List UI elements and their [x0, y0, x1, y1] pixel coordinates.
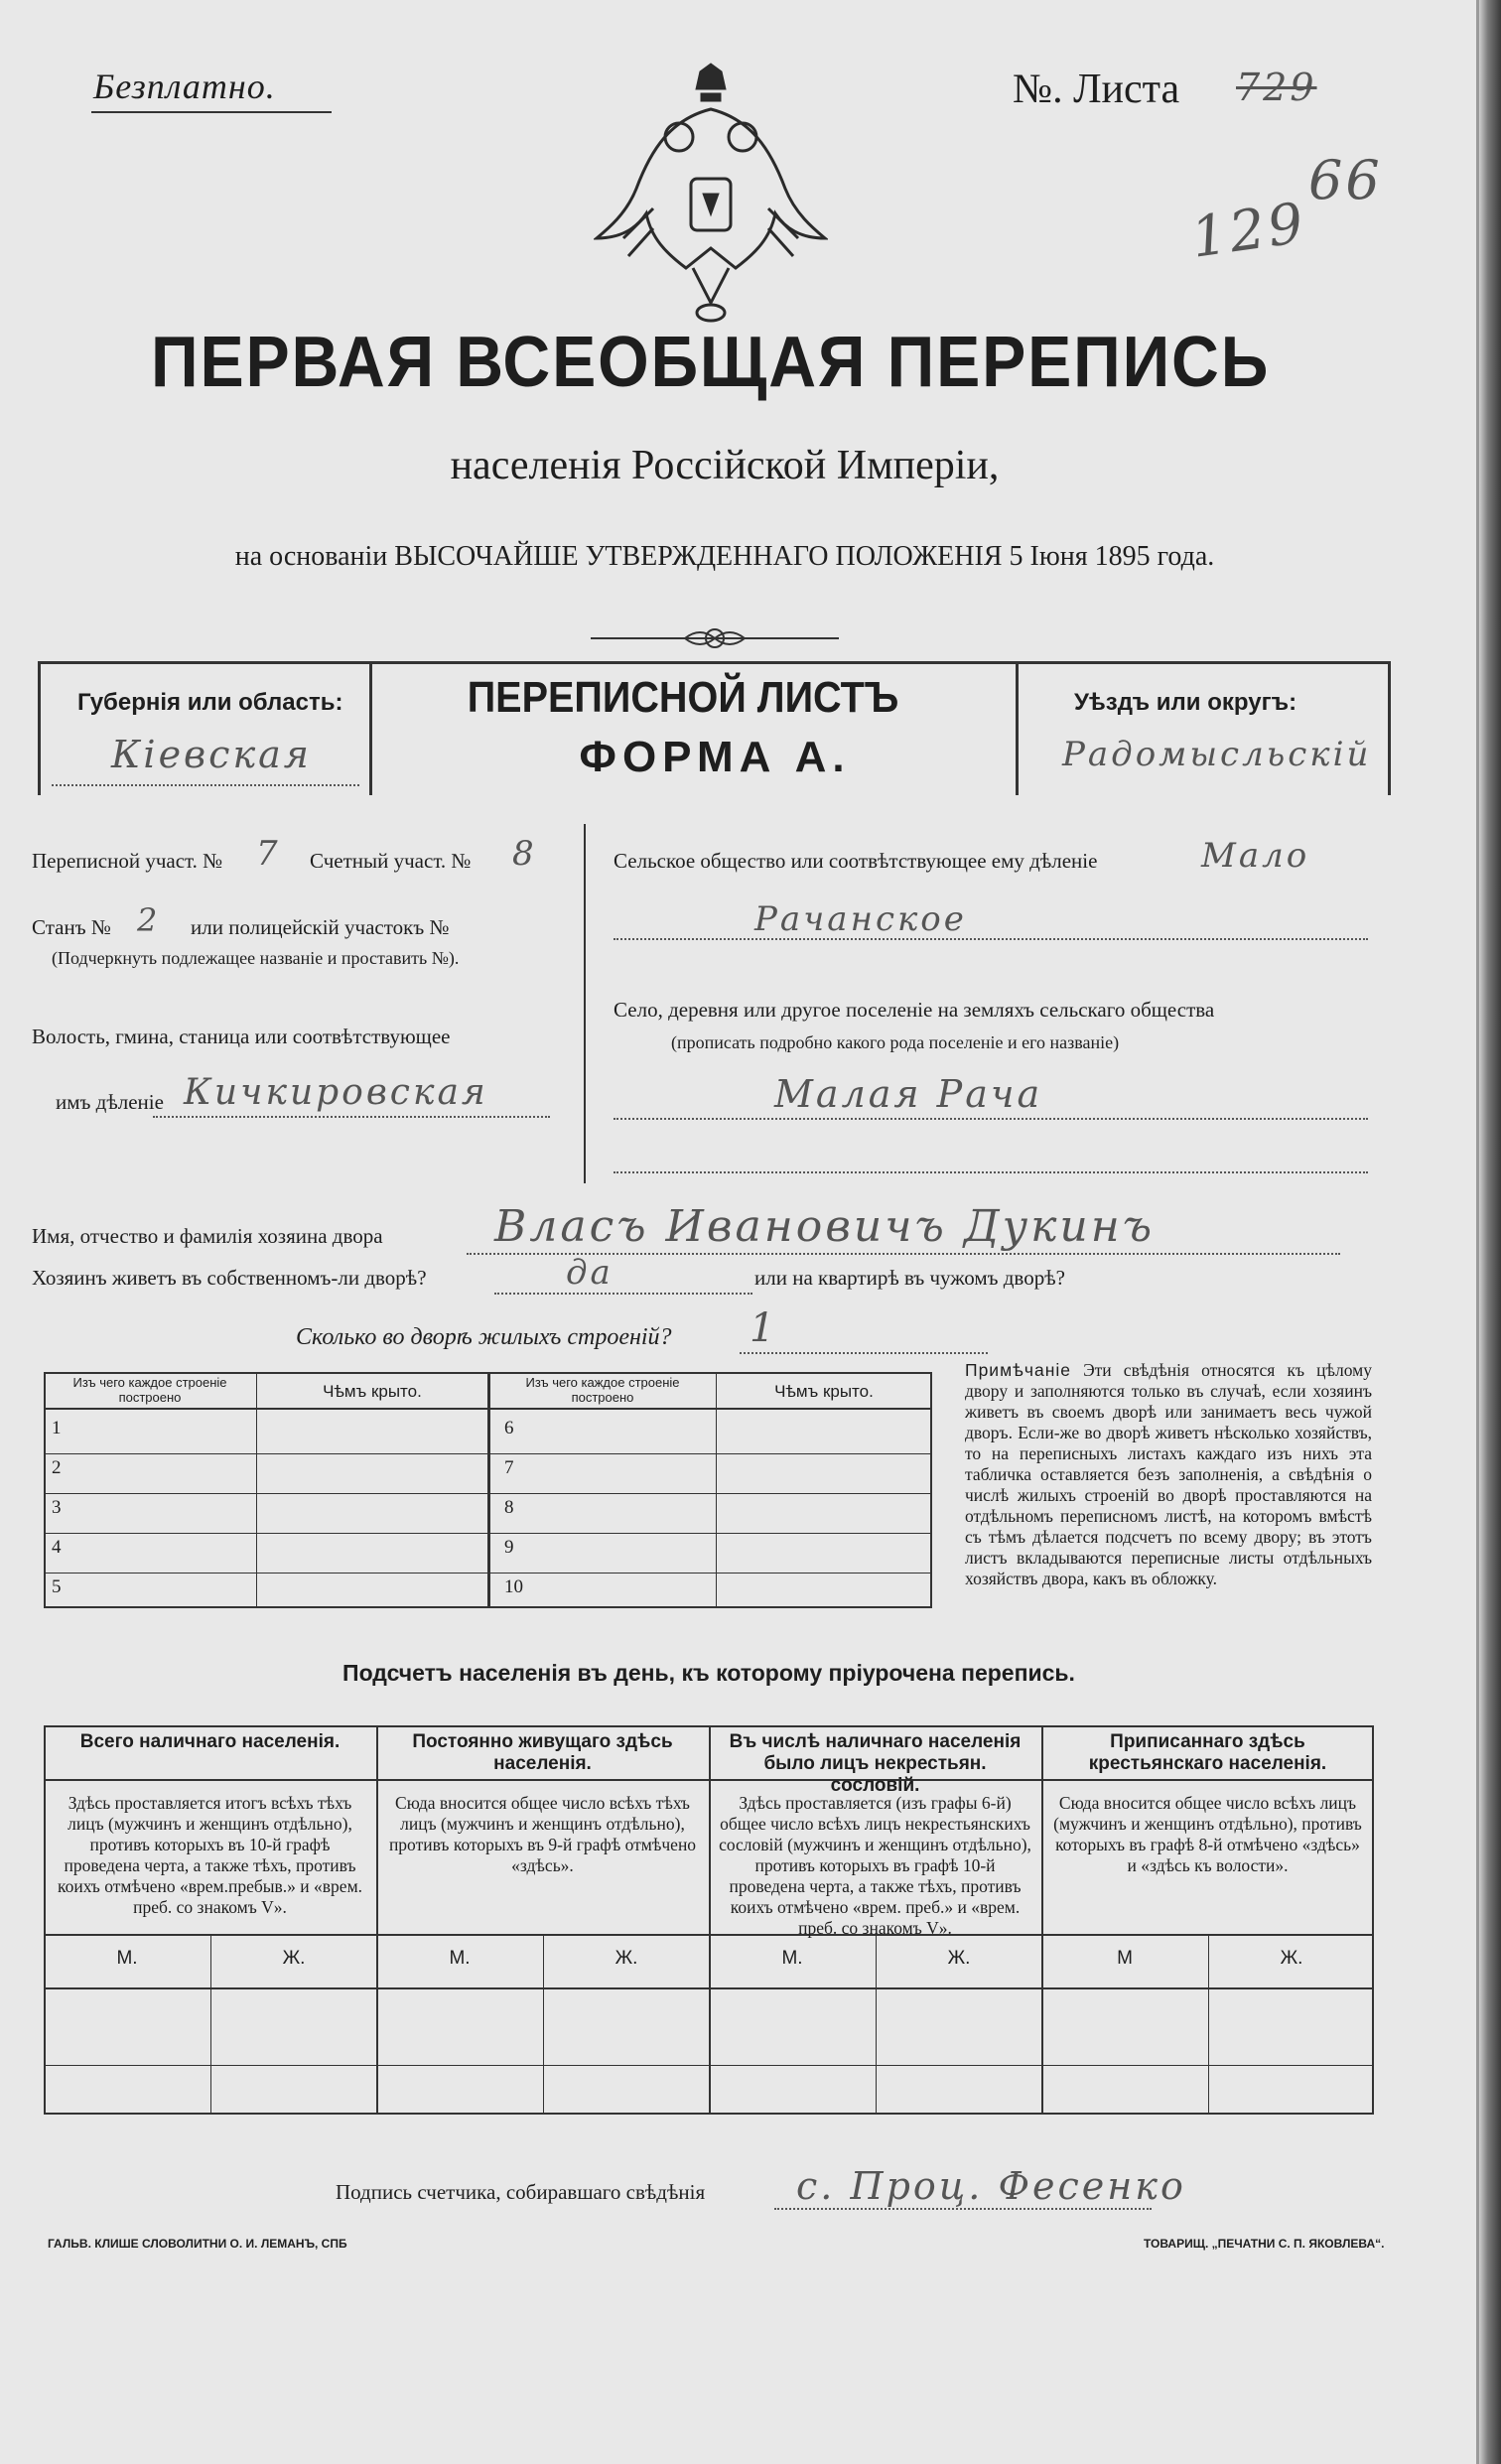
building-row-number: 10 [504, 1576, 523, 1597]
form-header-right-rule [1388, 661, 1391, 795]
population-column-instructions: Сюда вносится общее число всѣхъ тѣхъ лицъ (мужчинъ и женщинъ отдѣльно), противъ которыхъ въ 9-й графѣ отмѣчено «здѣсь». [388, 1793, 697, 1875]
district-value: Радомысльскій [1062, 735, 1372, 774]
population-column-divider [1041, 1725, 1043, 2115]
form-name: ФОРМА А. [579, 733, 851, 781]
built-of-header-right: Изъ чего каждое строеніе построено [525, 1375, 680, 1405]
building-row-number: 7 [504, 1457, 514, 1478]
village-underline [614, 1118, 1368, 1120]
society-value-2: Рачанское [754, 899, 967, 939]
volost-label-2: имъ дѣленіе [56, 1090, 164, 1114]
legal-basis: на основаніи ВЫСОЧАЙШЕ УТВЕРЖДЕННАГО ПОЛОЖЕНІЯ 5 Іюня 1895 года. [234, 541, 1215, 572]
village-underline-2 [614, 1171, 1368, 1173]
census-district-value: 7 [256, 834, 281, 874]
stan-value: 2 [137, 901, 161, 939]
sheet-number-crossed: 729 [1236, 66, 1317, 109]
province-value: Кіевская [111, 733, 312, 776]
stan-label: Станъ № [32, 915, 111, 939]
population-male-header: М. [116, 1948, 138, 1969]
volost-value: Кичкировская [184, 1072, 488, 1113]
own-yard-label: Хозяинъ живетъ въ собственномъ-ли дворѣ? [32, 1266, 427, 1290]
population-column-header: Постоянно живущаго здѣсь населенія. [412, 1731, 673, 1774]
buildings-note [965, 1360, 1372, 1589]
ornament-divider [591, 623, 839, 653]
own-yard-value: да [566, 1253, 614, 1293]
built-of-header-left: Изъ чего каждое строеніе построено [72, 1375, 227, 1405]
underline-instruction: (Подчеркнуть подлежащее названіе и проставить №). [52, 948, 460, 968]
printer-credit-right: ТОВАРИЩ. „ПЕЧАТНИ С. П. ЯКОВЛЕВА“. [1144, 2237, 1385, 2251]
page-title: ПЕРВАЯ ВСЕОБЩАЯ ПЕРЕПИСЬ [151, 323, 1271, 402]
signature-label: Подпись счетчика, собиравшаго свѣдѣнія [336, 2180, 706, 2204]
population-column-instructions: Здѣсь проставляется итогъ всѣхъ тѣхъ лицъ (мужчинъ и женщинъ отдѣльно), противъ которыхъ въ 10-й графѣ проведена черта, а также тѣхъ, противъ коихъ отмѣчено «врем.пребыв.» и «врем. преб. со знакомъ V». [57, 1793, 363, 1917]
free-label-underline [91, 111, 332, 113]
police-precinct-label: или полицейскій участокъ № [191, 915, 450, 939]
volost-label: Волость, гмина, станица или соотвѣтствующее [32, 1025, 451, 1048]
building-row-number: 2 [52, 1457, 62, 1478]
form-header-divider-left [369, 661, 372, 795]
building-row-number: 9 [504, 1537, 514, 1558]
building-row-number: 8 [504, 1497, 514, 1518]
population-column-instructions: Здѣсь проставляется (изъ графы 6-й) общее число всѣхъ лицъ некрестьянскихъ сословій (мужчинъ и женщинъ отдѣльно), противъ которыхъ въ графѣ 10-й проведена черта, а также тѣхъ, противъ коихъ отмѣчено «врем. преб.» и «врем. преб. со знакомъ V». [719, 1793, 1031, 1938]
volost-underline [153, 1116, 550, 1118]
building-row-number: 1 [52, 1418, 62, 1438]
sheet-number-handwritten: 129 [1187, 191, 1310, 271]
free-label: Безплатно. [93, 67, 276, 106]
own-yard-underline [494, 1293, 752, 1295]
form-header-left-rule [38, 661, 41, 795]
buildings-underline [740, 1352, 988, 1354]
counting-district-value: 8 [512, 834, 537, 874]
population-title: Подсчетъ населенія въ день, къ которому пріурочена перепись. [342, 1660, 1075, 1686]
population-male-header: М [1117, 1948, 1133, 1969]
population-female-header: Ж. [614, 1948, 638, 1969]
population-male-header: М. [781, 1948, 803, 1969]
form-header-divider-right [1016, 661, 1019, 795]
signature-underline [774, 2208, 1152, 2210]
province-label: Губернія или область: [77, 689, 343, 716]
building-row-rule [44, 1573, 932, 1574]
buildings-value: 1 [750, 1305, 778, 1351]
village-value: Малая Рача [774, 1072, 1043, 1116]
rented-label: или на квартирѣ въ чужомъ дворѣ? [754, 1266, 1065, 1290]
population-column-instructions: Сюда вносится общее число всѣхъ лицъ (мужчинъ и женщинъ отдѣльно), противъ которыхъ въ графѣ 8-й отмѣчено «здѣсь» и «здѣсь къ волости». [1053, 1793, 1362, 1875]
note-text: Эти свѣдѣнія относятся къ цѣлому двору и заполняются только въ случаѣ, если хозяинъ живетъ въ своемъ дворѣ или занимаетъ весь чужой дворъ. Если-же во дворѣ живетъ нѣсколько хозяйствъ, то на переписныхъ листахъ каждаго изъ нихъ эта табличка оставляется безъ заполненія, а свѣдѣнія о числѣ жилыхъ строеній во дворѣ проставляются на отдѣльномъ переписномъ листѣ, на которомъ вмѣстѣ съ тѣмъ дѣлается подсчетъ по всему двору; въ этотъ листъ вкладываются переписные листы отдѣльныхъ хозяйствъ двора, какъ въ обложку. [965, 1360, 1372, 1588]
building-row-number: 3 [52, 1497, 62, 1518]
page-subtitle: населенія Россійской Имперіи, [450, 443, 1000, 488]
population-column-header: Приписаннаго здѣсь крестьянскаго населенія. [1088, 1731, 1327, 1774]
building-row-rule [44, 1533, 932, 1534]
form-header-top-rule [38, 661, 1390, 664]
field-column-divider [584, 824, 586, 1183]
page-edge [1479, 0, 1501, 2464]
enumerator-signature: с. Проц. Фесенко [796, 2164, 1186, 2208]
owner-name-label: Имя, отчество и фамилія хозяина двора [32, 1224, 383, 1248]
sheet-number-label: №. Листа [1013, 67, 1180, 112]
sheet-title: ПЕРЕПИСНОЙ ЛИСТЪ [467, 673, 899, 722]
population-male-header: М. [449, 1948, 471, 1969]
building-row-number: 5 [52, 1576, 62, 1597]
population-column-divider [376, 1725, 378, 2115]
note-title: Примѣчаніе [965, 1360, 1071, 1380]
population-column-divider [709, 1725, 711, 2115]
village-label: Село, деревня или другое поселеніе на земляхъ сельскаго общества [614, 998, 1215, 1022]
counting-district-label: Счетный участ. № [310, 849, 472, 873]
population-female-header: Ж. [282, 1948, 306, 1969]
roof-header-right: Чѣмъ крыто. [774, 1382, 874, 1401]
society-underline [614, 938, 1368, 940]
population-column-header: Въ числѣ наличнаго населенія было лицъ некрестьян. сословій. [729, 1731, 1022, 1796]
building-row-number: 6 [504, 1418, 514, 1438]
buildings-label: Сколько во дворѣ жилыхъ строеній? [296, 1324, 672, 1350]
double-headed-eagle-emblem [594, 60, 828, 328]
district-label: Уѣздъ или округъ: [1074, 689, 1297, 716]
building-row-rule [44, 1493, 932, 1494]
building-row-rule [44, 1453, 932, 1454]
population-female-header: Ж. [1280, 1948, 1303, 1969]
village-instruction: (прописать подробно какого рода поселеніе и его названіе) [671, 1032, 1120, 1052]
building-row-number: 4 [52, 1537, 62, 1558]
roof-header-left: Чѣмъ крыто. [323, 1382, 422, 1401]
population-column-header: Всего наличнаго населенія. [79, 1731, 341, 1752]
sheet-number-handwritten-2: 66 [1308, 149, 1383, 211]
province-underline [52, 784, 359, 786]
printer-credit-left: ГАЛЬВ. КЛИШЕ СЛОВОЛИТНИ О. И. ЛЕМАНЪ, СПБ [48, 2237, 347, 2251]
buildings-header-rule [44, 1408, 932, 1410]
owner-name-value: Власъ Ивановичъ Дукинъ [494, 1201, 1156, 1252]
society-value-1: Мало [1201, 836, 1310, 876]
census-district-label: Переписной участ. № [32, 849, 223, 873]
society-label: Сельское общество или соотвѣтствующее ему дѣленіе [614, 849, 1098, 873]
population-female-header: Ж. [947, 1948, 971, 1969]
